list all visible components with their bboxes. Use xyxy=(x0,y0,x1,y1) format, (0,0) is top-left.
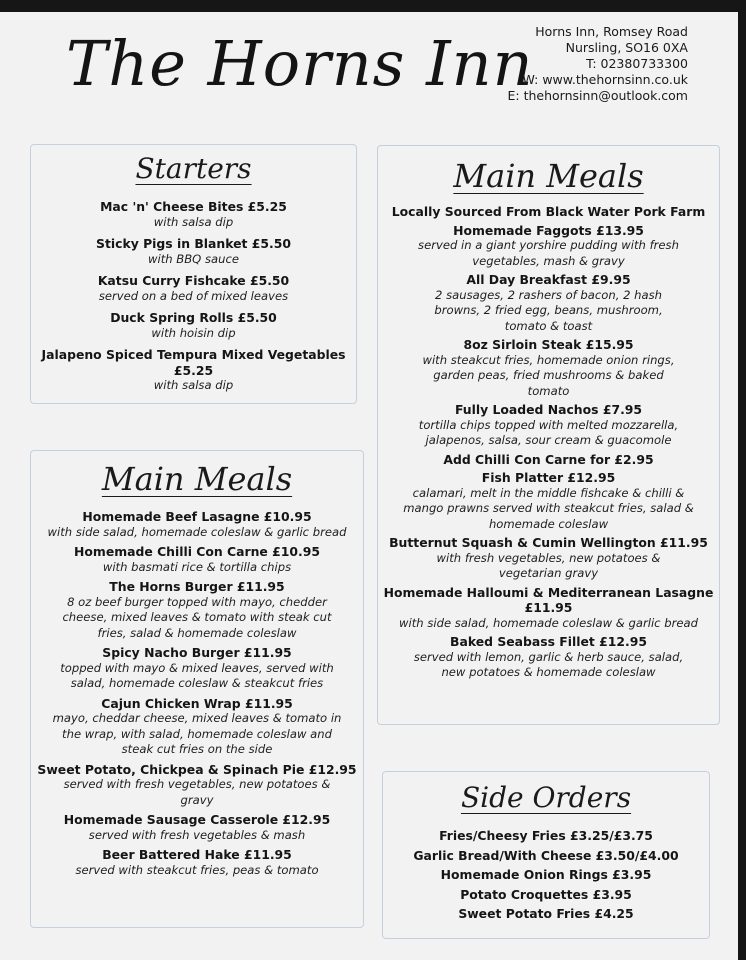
menu-item-description: with basmati rice & tortilla chips xyxy=(102,559,292,574)
menu-item xyxy=(31,544,363,575)
menu-item xyxy=(378,223,719,270)
address-line-1: Horns Inn, Romsey Road xyxy=(535,24,688,39)
main-meals-left-list xyxy=(31,509,363,878)
website: W: www.thehornsinn.co.uk xyxy=(522,72,688,87)
menu-item xyxy=(378,585,719,632)
menu-item-name: Homemade Sausage Casserole £12.95 xyxy=(63,812,331,827)
menu-sheet xyxy=(0,12,738,960)
menu-item-name: Butternut Squash & Cumin Wellington £11.95 xyxy=(389,535,708,550)
menu-item-name: Sweet Potato Fries £4.25 xyxy=(458,906,634,921)
menu-item-name: Garlic Bread/With Cheese £3.50/£4.00 xyxy=(413,847,679,863)
menu-item xyxy=(31,236,356,267)
main-meals-right-title: Main Meals xyxy=(453,157,644,195)
menu-item xyxy=(31,273,356,304)
side-orders-panel xyxy=(382,771,710,939)
menu-item-name: Fries/Cheesy Fries £3.25/£3.75 xyxy=(439,828,653,843)
menu-item xyxy=(31,579,363,641)
menu-item-name: Homemade Halloumi & Mediterranean Lasagne £11.95 xyxy=(383,584,714,615)
main-meals-left-title: Main Meals xyxy=(101,460,293,498)
menu-item-name: Add Chilli Con Carne for £2.95 xyxy=(443,451,654,467)
menu-item-description: tortilla chips topped with melted mozzarella, jalapenos, salsa, sour cream & guacomole xyxy=(418,417,679,447)
email: E: thehornsinn@outlook.com xyxy=(507,88,688,103)
menu-item-name: Sweet Potato, Chickpea & Spinach Pie £12.95 xyxy=(37,761,357,777)
menu-item xyxy=(383,887,709,903)
menu-item-description: served with fresh vegetables & mash xyxy=(88,827,306,842)
phone-number: T: 02380733300 xyxy=(586,56,688,71)
menu-item-description: with salsa dip xyxy=(153,378,234,392)
menu-item xyxy=(378,204,719,220)
main-meals-right-list xyxy=(378,204,719,681)
menu-item xyxy=(31,696,363,758)
menu-item xyxy=(383,828,709,844)
menu-item-name: Potato Croquettes £3.95 xyxy=(460,886,632,902)
menu-item-name: Homemade Chilli Con Carne £10.95 xyxy=(74,544,320,559)
menu-item xyxy=(378,634,719,681)
menu-item xyxy=(378,402,719,449)
menu-item-description: served with fresh vegetables, new potatoes & gravy xyxy=(63,777,331,807)
menu-item xyxy=(31,509,363,540)
menu-item-name: Duck Spring Rolls £5.50 xyxy=(110,310,277,325)
menu-item-description: with salsa dip xyxy=(153,214,234,229)
menu-item-name: Mac 'n' Cheese Bites £5.25 xyxy=(100,199,287,214)
starters-list xyxy=(31,199,356,394)
side-orders-list xyxy=(383,828,709,922)
main-meals-right-panel xyxy=(377,145,720,725)
menu-item xyxy=(31,645,363,692)
menu-item-name: Baked Seabass Fillet £12.95 xyxy=(450,634,647,649)
menu-item-name: Beer Battered Hake £11.95 xyxy=(102,847,292,862)
menu-item-description: with steakcut fries, homemade onion rings, garden peas, fried mushrooms & baked tomato xyxy=(422,352,675,398)
menu-item xyxy=(31,847,363,878)
menu-item-name: Fish Platter £12.95 xyxy=(481,470,616,485)
menu-item-description: served in a giant yorshire pudding with fresh vegetables, mash & gravy xyxy=(418,238,679,268)
menu-item-description: with BBQ sauce xyxy=(147,251,239,266)
menu-item xyxy=(378,470,719,532)
menu-item-description: with side salad, homemade coleslaw & garlic bread xyxy=(47,524,347,539)
menu-item xyxy=(383,906,709,922)
menu-item-description: with fresh vegetables, new potatoes & vegetarian gravy xyxy=(436,550,661,580)
menu-item-description: 8 oz beef burger topped with mayo, chedder cheese, mixed leaves & tomato with steak cut fries, salad & homemade coleslaw xyxy=(62,594,332,640)
menu-item-name: Fully Loaded Nachos £7.95 xyxy=(454,402,643,417)
main-meals-left-panel xyxy=(30,450,364,928)
menu-item-description: 2 sausages, 2 rashers of bacon, 2 hash browns, 2 fried egg, beans, mushroom, tomato & toast xyxy=(434,287,663,333)
menu-item-description: topped with mayo & mixed leaves, served with salad, homemade coleslaw & steakcut fries xyxy=(60,660,334,690)
menu-item-name: Katsu Curry Fishcake £5.50 xyxy=(97,273,290,288)
menu-item-name: Jalapeno Spiced Tempura Mixed Vegetables £5.25 xyxy=(41,347,346,378)
menu-item-name: Homemade Beef Lasagne £10.95 xyxy=(82,509,312,524)
menu-item-description: calamari, melt in the middle fishcake & chilli & mango prawns served with steakcut fries, salad & homemade coleslaw xyxy=(403,485,694,531)
menu-item xyxy=(383,848,709,864)
contact-info xyxy=(508,24,689,104)
menu-item-name: All Day Breakfast £9.95 xyxy=(466,272,631,287)
menu-item xyxy=(378,337,719,399)
menu-item-name: Homemade Onion Rings £3.95 xyxy=(440,867,652,882)
menu-item-name: Spicy Nacho Burger £11.95 xyxy=(102,645,292,660)
menu-item xyxy=(378,272,719,334)
menu-item-name: The Horns Burger £11.95 xyxy=(109,579,285,594)
menu-item xyxy=(378,535,719,582)
menu-item-name: Locally Sourced From Black Water Pork Farm xyxy=(391,204,706,219)
logo-title: The Horns Inn xyxy=(66,27,534,100)
menu-item-description: with hoisin dip xyxy=(151,325,236,340)
menu-item xyxy=(383,867,709,883)
starters-panel xyxy=(30,144,357,404)
menu-item-name: Cajun Chicken Wrap £11.95 xyxy=(101,695,293,711)
menu-item xyxy=(31,347,356,394)
menu-item-name: Sticky Pigs in Blanket £5.50 xyxy=(96,236,291,251)
menu-item-description: served on a bed of mixed leaves xyxy=(98,288,289,303)
menu-item-name: Homemade Faggots £13.95 xyxy=(453,222,644,238)
menu-item xyxy=(31,812,363,843)
address-line-2: Nursling, SO16 0XA xyxy=(565,40,688,55)
menu-item-description: served with lemon, garlic & herb sauce, salad, new potatoes & homemade coleslaw xyxy=(413,649,684,679)
menu-item xyxy=(31,199,356,230)
menu-item-description: served with steakcut fries, peas & tomato xyxy=(75,862,319,877)
side-orders-title: Side Orders xyxy=(460,781,632,814)
menu-item-description: mayo, cheddar cheese, mixed leaves & tomato in the wrap, with salad, homemade coleslaw and steak cut fries on the side xyxy=(52,711,342,756)
menu-item-description: with side salad, homemade coleslaw & garlic bread xyxy=(399,615,698,630)
menu-item xyxy=(31,310,356,341)
menu-item xyxy=(31,762,363,809)
starters-title: Starters xyxy=(135,152,252,185)
menu-item-name: 8oz Sirloin Steak £15.95 xyxy=(463,337,634,352)
menu-item xyxy=(378,452,719,468)
